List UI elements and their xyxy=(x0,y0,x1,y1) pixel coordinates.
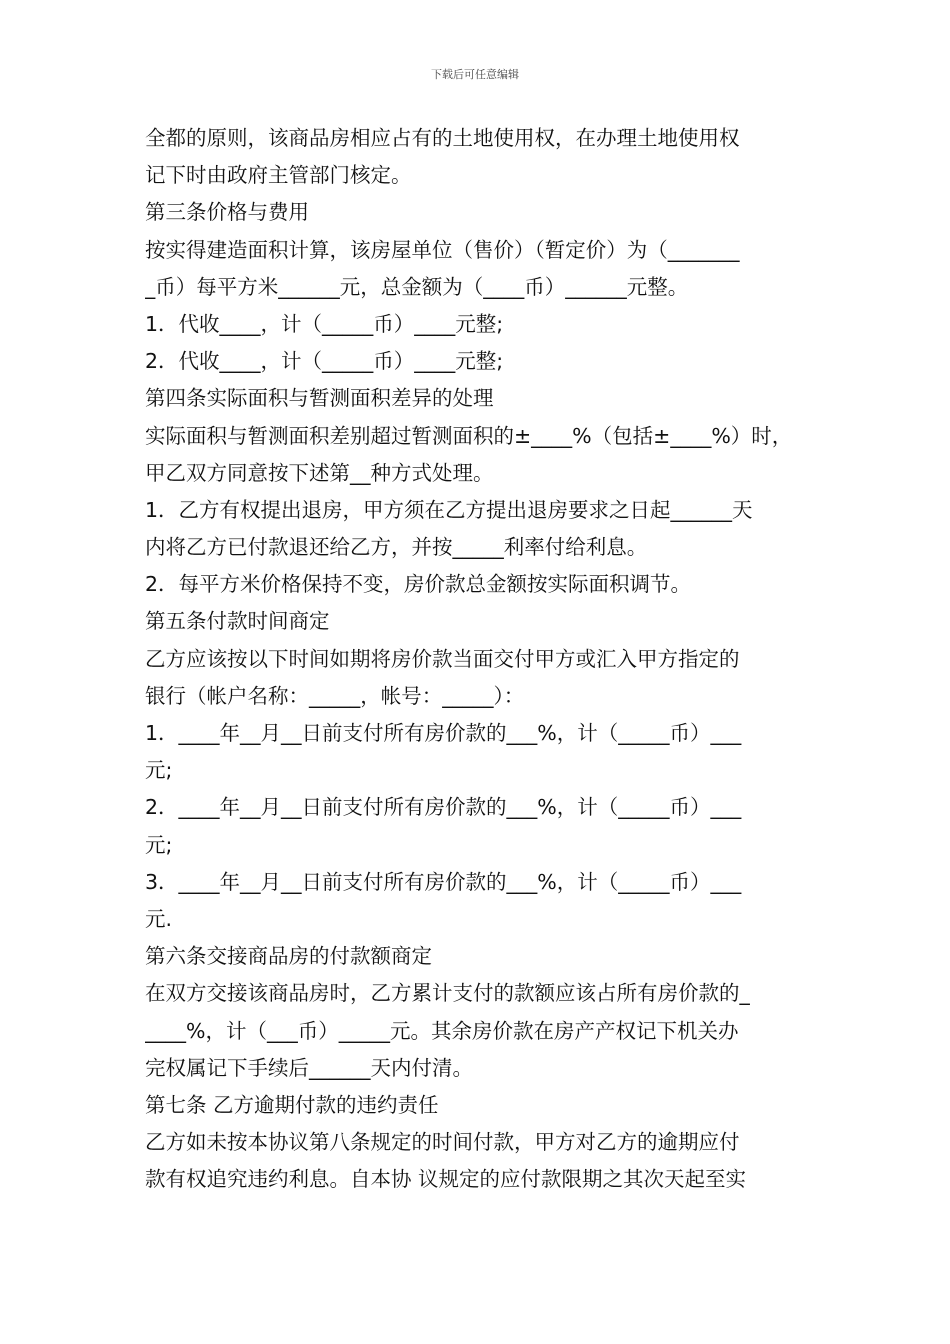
section-heading: 第三条价格与费用 xyxy=(145,200,309,225)
list-item: 1．____年__月__日前支付所有房价款的___%，计（_____币）___ xyxy=(145,721,742,745)
body-line: 乙方应该按以下时间如期将房价款当面交付甲方或汇入甲方指定的 xyxy=(145,646,740,671)
document-body xyxy=(145,120,820,1198)
body-line: 款有权追究违约利息。自本协 议规定的应付款限期之其次天起至实 xyxy=(145,1167,747,1192)
list-item: 2．____年__月__日前支付所有房价款的___%，计（_____币）___ xyxy=(145,795,742,820)
section-heading: 第五条付款时间商定 xyxy=(145,609,330,634)
list-item: 1．乙方有权提出退房，甲方须在乙方提出退房要求之日起______天 xyxy=(145,497,753,522)
body-line: 记下时由政府主管部门核定。 xyxy=(145,163,412,188)
section-heading: 第七条 乙方逾期付款的违约责任 xyxy=(145,1092,439,1117)
body-line: 银行（帐户名称：_____，帐号：_____）： xyxy=(145,683,525,708)
body-line: 实际面积与暂测面积差别超过暂测面积的±____%（包括±____%）时， xyxy=(145,423,793,448)
list-item: 3．____年__月__日前支付所有房价款的___%，计（_____币）___ xyxy=(145,869,742,894)
page-header: 下载后可任意编辑 xyxy=(431,68,519,81)
body-line: 元; xyxy=(145,832,173,857)
section-heading: 第六条交接商品房的付款额商定 xyxy=(145,944,432,969)
body-line: 元. xyxy=(145,906,173,931)
list-item: 2．代收____，计（_____币）____元整; xyxy=(145,349,504,374)
body-line: ____%，计（___币）_____元。其余房价款在房产产权记下机关办 xyxy=(145,1018,739,1043)
body-line: 内将乙方已付款退还给乙方，并按_____利率付给利息。 xyxy=(145,535,648,560)
section-heading: 第四条实际面积与暂测面积差异的处理 xyxy=(145,386,494,411)
list-item: 2．每平方米价格保持不变，房价款总金额按实际面积调节。 xyxy=(145,572,692,597)
body-line: 全都的原则，该商品房相应占有的土地使用权，在办理土地使用权 xyxy=(145,126,740,150)
body-line: 元; xyxy=(145,758,173,783)
body-line: 完权属记下手续后______天内付清。 xyxy=(145,1055,473,1080)
body-line: 乙方如未按本协议第八条规定的时间付款，甲方对乙方的逾期应付 xyxy=(145,1130,740,1155)
list-item: 1．代收____，计（_____币）____元整; xyxy=(145,311,504,336)
body-line: _币）每平方米______元，总金额为（____币）______元整。 xyxy=(145,274,689,299)
body-line: 甲乙双方同意按下述第__种方式处理。 xyxy=(145,460,494,485)
body-line: 在双方交接该商品房时，乙方累计支付的款额应该占所有房价款的_ xyxy=(145,981,750,1006)
body-line: 按实得建造面积计算，该房屋单位（售价）（暂定价）为（_______ xyxy=(145,237,740,262)
